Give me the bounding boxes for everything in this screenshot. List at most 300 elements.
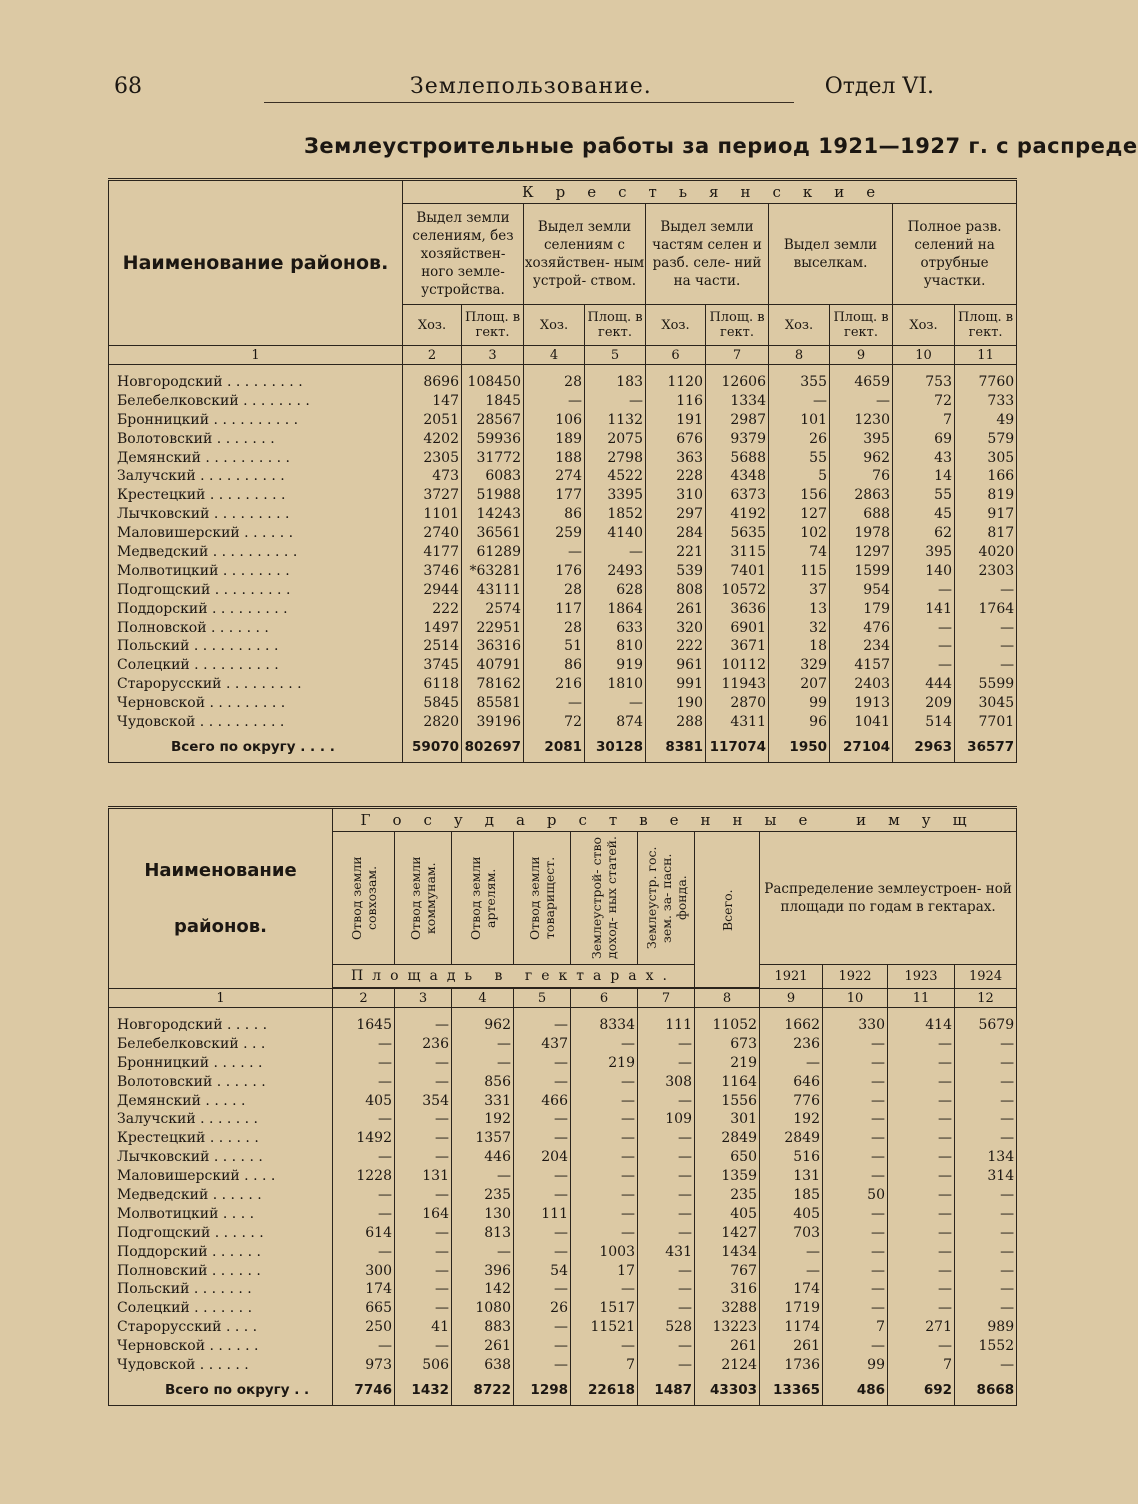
column-number: 11 — [955, 346, 1017, 365]
table-cell: 111 — [541, 1205, 568, 1222]
table-cell: — — [938, 1224, 952, 1241]
table-cell: 733 — [987, 392, 1015, 409]
table-cell: 817 — [987, 525, 1015, 542]
district-name: Поддорский . . . . . . . . . — [117, 600, 288, 617]
district-name: Подгощский . . . . . . — [117, 1224, 264, 1241]
column-number: 7 — [638, 989, 695, 1008]
table-cell: 28567 — [476, 411, 521, 428]
table-cell: — — [554, 1054, 568, 1071]
district-name: Поддорский . . . . . . — [117, 1243, 261, 1260]
table-cell: 261 — [484, 1338, 511, 1355]
table-cell: 166 — [987, 468, 1015, 485]
table-cell: 28 — [564, 581, 582, 598]
table-cell: 3671 — [730, 638, 766, 655]
table-cell: 1434 — [721, 1243, 757, 1260]
table-cell: — — [938, 1073, 952, 1090]
table-cell: 2303 — [978, 562, 1015, 579]
table-cell: — — [1000, 1035, 1015, 1052]
table-cell: — — [435, 1054, 449, 1071]
district-name: Новгородский . . . . . . . . . — [117, 374, 303, 390]
table-cell: 776 — [793, 1092, 820, 1109]
table-cell: — — [621, 1130, 635, 1147]
district-name: Польский . . . . . . . — [117, 1281, 252, 1298]
table-cell: — — [678, 1035, 692, 1052]
table-cell: — — [554, 1111, 568, 1128]
table-cell: — — [806, 1054, 820, 1071]
name-header: Наименование районов. — [109, 180, 403, 346]
table-cell: — — [1000, 1300, 1015, 1317]
table-cell: 5635 — [730, 525, 766, 542]
table-cell: 11052 — [712, 1017, 757, 1033]
table-cell: — — [378, 1149, 392, 1166]
table-cell: 183 — [616, 374, 643, 390]
table-cell: — — [1000, 1187, 1015, 1204]
table-cell: 61289 — [476, 544, 521, 561]
table-cell: 446 — [484, 1149, 511, 1166]
vertical-header: Всего. — [719, 888, 735, 931]
table-cell: — — [678, 1357, 692, 1374]
table-cell: 767 — [730, 1262, 757, 1279]
total-value: 8381 — [646, 732, 706, 763]
table-cell: — — [435, 1338, 449, 1355]
table-cell: 316 — [730, 1281, 757, 1298]
table-cell: 2574 — [485, 600, 521, 617]
table-cell: — — [678, 1054, 692, 1071]
table-cell: 1764 — [978, 600, 1015, 617]
table-cell: 2075 — [607, 430, 643, 447]
district-name: Медведский . . . . . . . . . . — [117, 544, 298, 561]
table-cell: 703 — [793, 1224, 820, 1241]
table-cell: — — [938, 1035, 952, 1052]
table-cell: 250 — [365, 1319, 392, 1336]
table-cell: 177 — [555, 487, 582, 504]
table-cell: 638 — [484, 1357, 511, 1374]
table-cell: — — [871, 1262, 885, 1279]
table-cell: 18 — [809, 638, 827, 655]
data-column — [333, 1008, 395, 1375]
district-name: Бронницкий . . . . . . . . . . — [117, 411, 299, 428]
table-cell: 962 — [863, 449, 890, 466]
table-cell: 1230 — [854, 411, 890, 428]
district-names — [109, 1008, 333, 1375]
table-cell: — — [568, 544, 582, 561]
table-cell: — — [1000, 1073, 1015, 1090]
table-cell: 174 — [365, 1281, 392, 1298]
district-name: Черновской . . . . . . — [117, 1338, 259, 1355]
total-value: 486 — [823, 1375, 888, 1406]
table-cell: 917 — [987, 506, 1015, 523]
table-cell: — — [938, 1338, 952, 1355]
table-cell: 10112 — [721, 657, 766, 674]
table-cell: — — [813, 392, 827, 409]
table-cell: 633 — [616, 619, 643, 636]
table-cell: 111 — [665, 1017, 692, 1033]
table-cell: 45 — [934, 506, 952, 523]
table-cell: 192 — [484, 1111, 511, 1128]
table-cell: — — [378, 1205, 392, 1222]
data-column — [403, 365, 462, 732]
table-cell: — — [497, 1035, 511, 1052]
table-cell: — — [621, 1205, 635, 1222]
table-cell: 431 — [665, 1243, 692, 1260]
table-cell: 2863 — [854, 487, 890, 504]
table-cell: — — [678, 1205, 692, 1222]
year-header: 1923 — [888, 965, 955, 989]
vertical-header-cell — [638, 832, 695, 965]
table-cell: 78162 — [476, 676, 521, 693]
col-header-hoz: Хоз. — [524, 305, 585, 346]
table-cell: 207 — [800, 676, 827, 693]
table-cell: — — [568, 695, 582, 712]
table-cell: — — [629, 392, 643, 409]
table-title: Землеустроительные работы за период 1921—1927 г. с распреде — [304, 134, 1138, 158]
table-cell: — — [621, 1338, 635, 1355]
table-cell: 300 — [365, 1262, 392, 1279]
table-cell: 1810 — [607, 676, 643, 693]
data-column — [638, 1008, 695, 1375]
total-value: 30128 — [585, 732, 646, 763]
table-cell: — — [938, 1187, 952, 1204]
table-cell: 874 — [616, 714, 643, 731]
table-cell: 819 — [987, 487, 1015, 504]
table-cell: 301 — [730, 1111, 757, 1128]
table-cell: — — [435, 1111, 449, 1128]
table-cell: 813 — [484, 1224, 511, 1241]
table-cell: — — [629, 695, 643, 712]
table-cell: 1556 — [721, 1092, 757, 1109]
table-cell: 174 — [793, 1281, 820, 1298]
table-cell: 188 — [555, 449, 582, 466]
table-cell: 673 — [730, 1035, 757, 1052]
data-column — [524, 365, 585, 732]
column-number: 1 — [109, 989, 333, 1008]
table-cell: 308 — [665, 1073, 692, 1090]
table-cell: 59936 — [476, 430, 521, 447]
table-cell: — — [554, 1224, 568, 1241]
table-cell: 191 — [676, 411, 703, 428]
table-cell: 235 — [730, 1187, 757, 1204]
table-cell: 808 — [676, 581, 703, 598]
total-value: 43303 — [695, 1375, 760, 1406]
table-cell: 405 — [793, 1205, 820, 1222]
table-cell: 991 — [676, 676, 703, 693]
table-cell: 271 — [925, 1319, 952, 1336]
table-cell: 6118 — [423, 676, 459, 693]
table-cell: 2305 — [423, 449, 459, 466]
district-name: Солецкий . . . . . . . . . . — [117, 657, 279, 674]
table-cell: 1174 — [784, 1319, 820, 1336]
column-number: 9 — [830, 346, 893, 365]
table-cell: — — [871, 1243, 885, 1260]
total-label: Всего по округу . . — [109, 1375, 333, 1406]
table-cell: 355 — [800, 374, 827, 390]
table-cell: — — [938, 1054, 952, 1071]
table-cell: 26 — [809, 430, 827, 447]
table-cell: — — [435, 1130, 449, 1147]
table-cell: — — [806, 1243, 820, 1260]
table-cell: 76 — [872, 468, 890, 485]
vertical-header-cell — [514, 832, 571, 965]
table-cell: — — [938, 1168, 952, 1185]
table-cell: 32 — [809, 619, 827, 636]
table-cell: 7 — [943, 1357, 952, 1374]
district-name: Черновской . . . . . . . . . — [117, 695, 286, 712]
district-name: Крестецкий . . . . . . . . . — [117, 487, 286, 504]
table-cell: 810 — [616, 638, 643, 655]
table-cell: — — [938, 1281, 952, 1298]
table-cell: 6083 — [485, 468, 521, 485]
table-cell: 395 — [863, 430, 890, 447]
table-cell: 55 — [934, 487, 952, 504]
table-cell: 466 — [541, 1092, 568, 1109]
year-header: 1921 — [760, 965, 823, 989]
table-cell: 2798 — [607, 449, 643, 466]
table-cell: — — [554, 1017, 568, 1033]
district-name: Старорусский . . . . . . . . . — [117, 676, 302, 693]
table-cell: 4522 — [607, 468, 643, 485]
table-cell: 7760 — [978, 374, 1015, 390]
district-name: Медведский . . . . . . — [117, 1187, 262, 1204]
table-cell: 179 — [863, 600, 890, 617]
data-column — [585, 365, 646, 732]
district-name: Маловишерский . . . . . . — [117, 525, 294, 542]
table-cell: 141 — [925, 600, 952, 617]
district-name: Молвотицкий . . . . . . . . — [117, 562, 290, 579]
table-cell: 4157 — [854, 657, 890, 674]
table-cell: 1003 — [599, 1243, 635, 1260]
table-cell: 2870 — [730, 695, 766, 712]
table-cell: — — [678, 1168, 692, 1185]
district-name: Волотовский . . . . . . — [117, 1073, 266, 1090]
table-cell: 3115 — [730, 544, 766, 561]
table-cell: 1978 — [854, 525, 890, 542]
subheader: Выдел земли частям селен и разб. селе- ний на части. — [646, 204, 769, 305]
vertical-header-cell — [571, 832, 638, 965]
table-cell: 131 — [793, 1168, 820, 1185]
table-cell: 1845 — [485, 392, 521, 409]
vertical-header: Отвод земли артелям. — [467, 856, 498, 940]
table-cell: 14243 — [476, 506, 521, 523]
col-header-hoz: Хоз. — [769, 305, 830, 346]
table-cell: 473 — [432, 468, 459, 485]
vertical-header-cell — [452, 832, 514, 965]
table-cell: — — [938, 581, 952, 598]
table-cell: — — [435, 1300, 449, 1317]
table-cell: 1864 — [607, 600, 643, 617]
total-value: 13365 — [760, 1375, 823, 1406]
table-cell: 156 — [800, 487, 827, 504]
table-cell: — — [378, 1187, 392, 1204]
table-cell: — — [554, 1073, 568, 1090]
table-cell: 2403 — [854, 676, 890, 693]
table-cell: — — [678, 1300, 692, 1317]
table-cell: 204 — [541, 1149, 568, 1166]
table-cell: 4020 — [978, 544, 1015, 561]
table-cell: *63281 — [469, 562, 521, 579]
table-cell: 259 — [555, 525, 582, 542]
table-cell: 1334 — [730, 392, 766, 409]
table-cell: — — [938, 1300, 952, 1317]
table-cell: 2051 — [423, 411, 459, 428]
total-value: 2963 — [893, 732, 955, 763]
table-cell: 37 — [809, 581, 827, 598]
col-header-area: Площ. в гект. — [462, 305, 524, 346]
vertical-header-cell — [695, 832, 760, 988]
total-label: Всего по округу . . . . — [109, 732, 403, 763]
table-peasant — [108, 178, 1017, 763]
table-cell: — — [435, 1017, 449, 1033]
year-header: 1922 — [823, 965, 888, 989]
data-column — [888, 1008, 955, 1375]
table-cell: 74 — [809, 544, 827, 561]
table-cell: 5 — [818, 468, 827, 485]
subheader: Выдел земли выселкам. — [769, 204, 893, 305]
table-cell: 2493 — [607, 562, 643, 579]
table-cell: 883 — [484, 1319, 511, 1336]
table-cell: 1101 — [423, 506, 459, 523]
table-cell: — — [938, 1130, 952, 1147]
year-header: 1924 — [955, 965, 1017, 989]
table-cell: 514 — [925, 714, 952, 731]
table-cell: 185 — [793, 1187, 820, 1204]
table-cell: — — [871, 1338, 885, 1355]
table-cell: — — [678, 1130, 692, 1147]
table-cell: 131 — [422, 1168, 449, 1185]
table-cell: 228 — [676, 468, 703, 485]
table-cell: 261 — [793, 1338, 820, 1355]
table-cell: — — [378, 1111, 392, 1128]
table-cell: — — [871, 1149, 885, 1166]
table-cell: 108450 — [467, 374, 521, 390]
vertical-header: Отвод земли коммунам. — [408, 856, 438, 940]
table-cell: — — [678, 1224, 692, 1241]
name-header: Наименование районов. — [109, 808, 333, 989]
table-cell: 96 — [809, 714, 827, 731]
table-cell: — — [621, 1149, 635, 1166]
table-cell: 6901 — [730, 619, 766, 636]
table-cell: 1599 — [854, 562, 890, 579]
table-cell: — — [871, 1281, 885, 1298]
table-cell: — — [1000, 638, 1015, 655]
data-column — [646, 365, 706, 732]
table-cell: — — [554, 1187, 568, 1204]
table-cell: 190 — [676, 695, 703, 712]
table-cell: 5845 — [423, 695, 459, 712]
table-cell: — — [938, 638, 952, 655]
vertical-header: Отвод земли товарищест. — [527, 856, 557, 940]
column-number: 3 — [395, 989, 452, 1008]
district-name: Чудовской . . . . . . — [117, 1357, 249, 1374]
page-number: 68 — [114, 74, 142, 99]
table-cell: 50 — [867, 1187, 885, 1204]
table-cell: — — [678, 1338, 692, 1355]
table-cell: 31772 — [476, 449, 521, 466]
table-cell: 628 — [616, 581, 643, 598]
table-cell: 579 — [987, 430, 1015, 447]
table-cell: 1080 — [475, 1300, 511, 1317]
table-cell: 2124 — [721, 1357, 757, 1374]
table-cell: — — [1000, 1243, 1015, 1260]
district-name: Лычковский . . . . . . . . . — [117, 506, 290, 523]
table-cell: 219 — [608, 1054, 635, 1071]
table-cell: — — [378, 1054, 392, 1071]
table-cell: 109 — [665, 1111, 692, 1128]
table-cell: 72 — [934, 392, 952, 409]
table-cell: 39196 — [476, 714, 521, 731]
total-value: 1298 — [514, 1375, 571, 1406]
table-cell: 142 — [484, 1281, 511, 1298]
table-cell: 7401 — [730, 562, 766, 579]
district-name: Маловишерский . . . . — [117, 1168, 276, 1185]
table-cell: 539 — [676, 562, 703, 579]
table-cell: 11943 — [721, 676, 766, 693]
table-cell: 1552 — [978, 1338, 1015, 1355]
table-cell: — — [554, 1130, 568, 1147]
table-cell: — — [871, 1092, 885, 1109]
table-cell: 85581 — [476, 695, 521, 712]
table-cell: — — [871, 1035, 885, 1052]
table-cell: 26 — [550, 1300, 568, 1317]
table-cell: — — [871, 1054, 885, 1071]
area-caption: Площадь в гектарах. — [333, 965, 695, 988]
table-cell: 3288 — [721, 1300, 757, 1317]
table-cell: 134 — [987, 1149, 1015, 1166]
table-cell: — — [871, 1130, 885, 1147]
table-cell: 10572 — [721, 581, 766, 598]
table-cell: 414 — [925, 1017, 952, 1033]
table-cell: — — [876, 392, 890, 409]
table-cell: 2740 — [423, 525, 459, 542]
table-cell: — — [554, 1168, 568, 1185]
table-cell: 3727 — [423, 487, 459, 504]
table-cell: 130 — [484, 1205, 511, 1222]
table-cell: 973 — [365, 1357, 392, 1374]
total-value: 1950 — [769, 732, 830, 763]
table-cell: — — [621, 1168, 635, 1185]
subheader: Выдел земли селениям с хозяйствен- ным устрой- ством. — [524, 204, 646, 305]
table-cell: 7 — [626, 1357, 635, 1374]
header-rule — [264, 102, 794, 103]
table-cell: 36561 — [476, 525, 521, 542]
table-cell: — — [621, 1187, 635, 1204]
table-cell: 116 — [676, 392, 703, 409]
table-cell: — — [678, 1149, 692, 1166]
table-cell: 99 — [867, 1357, 885, 1374]
table-cell: — — [1000, 1262, 1015, 1279]
table-cell: 395 — [925, 544, 952, 561]
district-name: Демянский . . . . . — [117, 1092, 246, 1109]
table-cell: 7 — [876, 1319, 885, 1336]
table-cell: — — [938, 1092, 952, 1109]
data-column — [695, 1008, 760, 1375]
table-cell: 222 — [676, 638, 703, 655]
table-cell: — — [678, 1262, 692, 1279]
table-cell: 919 — [616, 657, 643, 674]
table-cell: 7 — [943, 411, 952, 428]
table-cell: 2820 — [423, 714, 459, 731]
table-cell: — — [1000, 1130, 1015, 1147]
total-value: 8668 — [955, 1375, 1017, 1406]
table-cell: 86 — [564, 657, 582, 674]
column-number: 4 — [452, 989, 514, 1008]
table-cell: — — [871, 1111, 885, 1128]
table-cell: 69 — [934, 430, 952, 447]
district-name: Лычковский . . . . . . — [117, 1149, 263, 1166]
column-number: 6 — [646, 346, 706, 365]
table-cell: 102 — [800, 525, 827, 542]
table-cell: 961 — [676, 657, 703, 674]
table-cell: 2849 — [721, 1130, 757, 1147]
